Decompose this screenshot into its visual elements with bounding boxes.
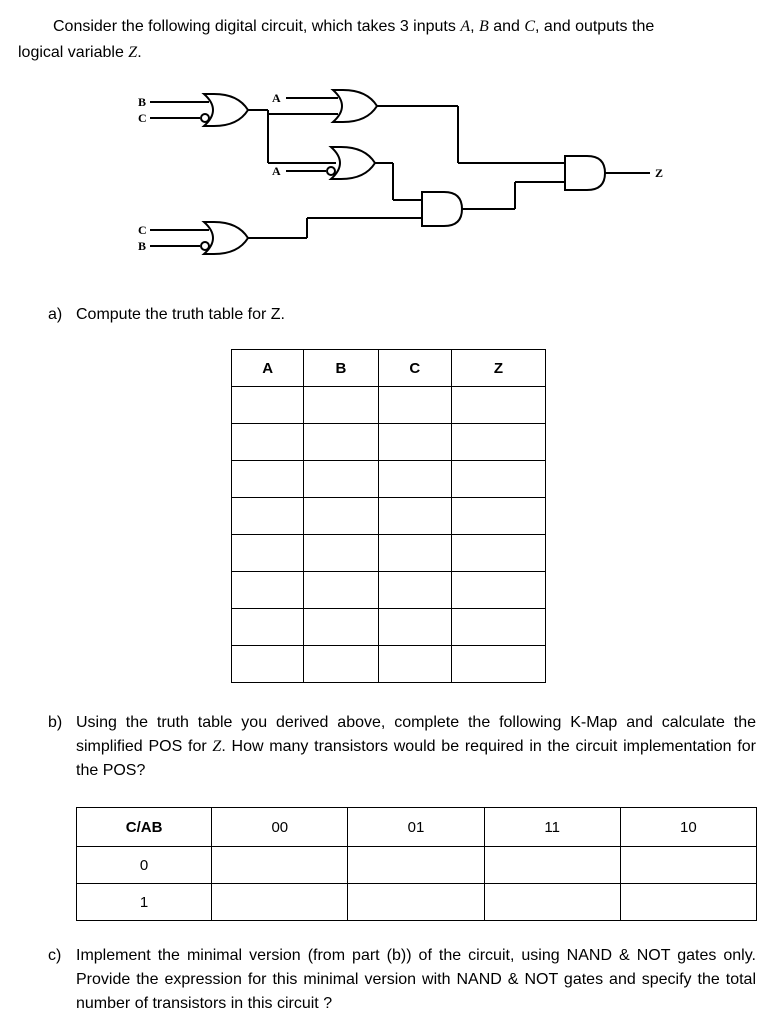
table-cell[interactable] <box>232 572 304 609</box>
k-map-row-label: 1 <box>77 884 212 921</box>
table-cell[interactable] <box>378 646 451 683</box>
part-c-text: Implement the minimal version (from part (b)) of the circuit, using NAND & NOT gates only. Provide the expression for this minimal version with NAND & NOT gates and specify the total number of transistors in this circuit ? <box>76 947 756 1012</box>
table-row <box>232 424 546 461</box>
var-a: A <box>460 18 471 35</box>
part-b-text <box>76 711 756 783</box>
table-cell[interactable] <box>304 535 378 572</box>
truth-table <box>231 349 546 683</box>
table-cell[interactable] <box>378 424 451 461</box>
part-a-marker: a) <box>48 306 63 323</box>
and-gate-4 <box>422 192 462 226</box>
k-map-row-0 <box>77 847 757 884</box>
nor-gate-2 <box>333 90 377 122</box>
table-cell[interactable] <box>232 461 304 498</box>
var-z: Z <box>212 738 222 755</box>
nor-gate-6 <box>204 222 248 254</box>
k-map-cell[interactable] <box>620 884 756 921</box>
k-map-col-11: 11 <box>484 808 620 847</box>
k-map-cell[interactable] <box>348 884 484 921</box>
k-map-header <box>77 808 757 847</box>
table-cell[interactable] <box>232 424 304 461</box>
table-row <box>232 646 546 683</box>
label-a-top: A <box>272 91 281 105</box>
table-cell[interactable] <box>451 387 545 424</box>
k-map-col-01: 01 <box>348 808 484 847</box>
truth-table-col-a: A <box>232 350 304 387</box>
intro-text: logical variable <box>18 44 129 61</box>
part-c-marker: c) <box>48 947 62 964</box>
table-cell[interactable] <box>232 498 304 535</box>
table-row <box>232 572 546 609</box>
k-map-cell[interactable] <box>212 847 348 884</box>
label-a-mid: A <box>272 164 281 178</box>
circuit-diagram <box>0 0 781 300</box>
part-c-question <box>48 944 760 1018</box>
k-map-col-10: 10 <box>620 808 756 847</box>
table-cell[interactable] <box>451 609 545 646</box>
truth-table-col-c: C <box>378 350 451 387</box>
table-cell[interactable] <box>378 461 451 498</box>
nor-gate-1 <box>204 94 248 126</box>
k-map-row-1 <box>77 884 757 921</box>
table-row <box>232 461 546 498</box>
table-cell[interactable] <box>378 609 451 646</box>
table-cell[interactable] <box>304 461 378 498</box>
circuit-wires <box>150 90 650 254</box>
table-cell[interactable] <box>451 498 545 535</box>
label-c-top: C <box>138 111 147 125</box>
k-map-cell[interactable] <box>348 847 484 884</box>
inverter-bubble-a <box>327 167 335 175</box>
k-map-corner-label: C/AB <box>77 808 212 847</box>
label-z-output: Z <box>655 166 664 180</box>
table-cell[interactable] <box>378 498 451 535</box>
table-cell[interactable] <box>451 646 545 683</box>
k-map-cell[interactable] <box>620 847 756 884</box>
label-c-bottom: C <box>138 223 147 237</box>
table-row <box>232 387 546 424</box>
nor-gate-3 <box>331 147 375 179</box>
label-b-top: B <box>138 95 147 109</box>
table-cell[interactable] <box>378 535 451 572</box>
table-cell[interactable] <box>304 609 378 646</box>
part-b-text-1: Using the truth table you derived above, complete the following K-Map and calculate the simplified POS for <box>76 714 756 755</box>
truth-table-header <box>232 350 546 387</box>
var-c: C <box>524 18 536 35</box>
table-cell[interactable] <box>451 572 545 609</box>
truth-table-col-z: Z <box>451 350 545 387</box>
intro-text: , and outputs the <box>535 18 655 35</box>
table-row <box>232 609 546 646</box>
k-map-row-label: 0 <box>77 847 212 884</box>
intro-text: . <box>137 44 142 61</box>
table-cell[interactable] <box>232 646 304 683</box>
table-row <box>232 535 546 572</box>
table-cell[interactable] <box>451 535 545 572</box>
intro-text: Consider the following digital circuit, which takes 3 inputs <box>53 18 461 35</box>
part-b-question <box>48 711 760 785</box>
table-cell[interactable] <box>378 387 451 424</box>
part-a-text: Compute the truth table for Z. <box>76 306 285 323</box>
table-row <box>232 498 546 535</box>
inverter-bubble-c <box>201 114 209 122</box>
table-cell[interactable] <box>232 535 304 572</box>
k-map-table <box>76 807 757 921</box>
table-cell[interactable] <box>304 646 378 683</box>
intro-text: and <box>488 18 525 35</box>
var-b: B <box>478 18 489 35</box>
k-map-cell[interactable] <box>212 884 348 921</box>
table-cell[interactable] <box>451 461 545 498</box>
table-cell[interactable] <box>378 572 451 609</box>
table-cell[interactable] <box>304 387 378 424</box>
k-map-cell[interactable] <box>484 884 620 921</box>
table-cell[interactable] <box>451 424 545 461</box>
k-map-col-00: 00 <box>212 808 348 847</box>
part-b-marker: b) <box>48 714 63 731</box>
intro-text: , <box>470 18 479 35</box>
var-z: Z <box>128 44 138 61</box>
table-cell[interactable] <box>304 424 378 461</box>
table-cell[interactable] <box>304 572 378 609</box>
label-b-bottom: B <box>138 239 147 253</box>
table-cell[interactable] <box>232 609 304 646</box>
k-map-cell[interactable] <box>484 847 620 884</box>
truth-table-col-b: B <box>304 350 378 387</box>
part-b-text-2: . How many transistors would be required in the circuit implementation for the POS? <box>76 738 756 779</box>
table-cell[interactable] <box>232 387 304 424</box>
inverter-bubble-b <box>201 242 209 250</box>
table-cell[interactable] <box>304 498 378 535</box>
and-gate-5 <box>565 156 605 190</box>
